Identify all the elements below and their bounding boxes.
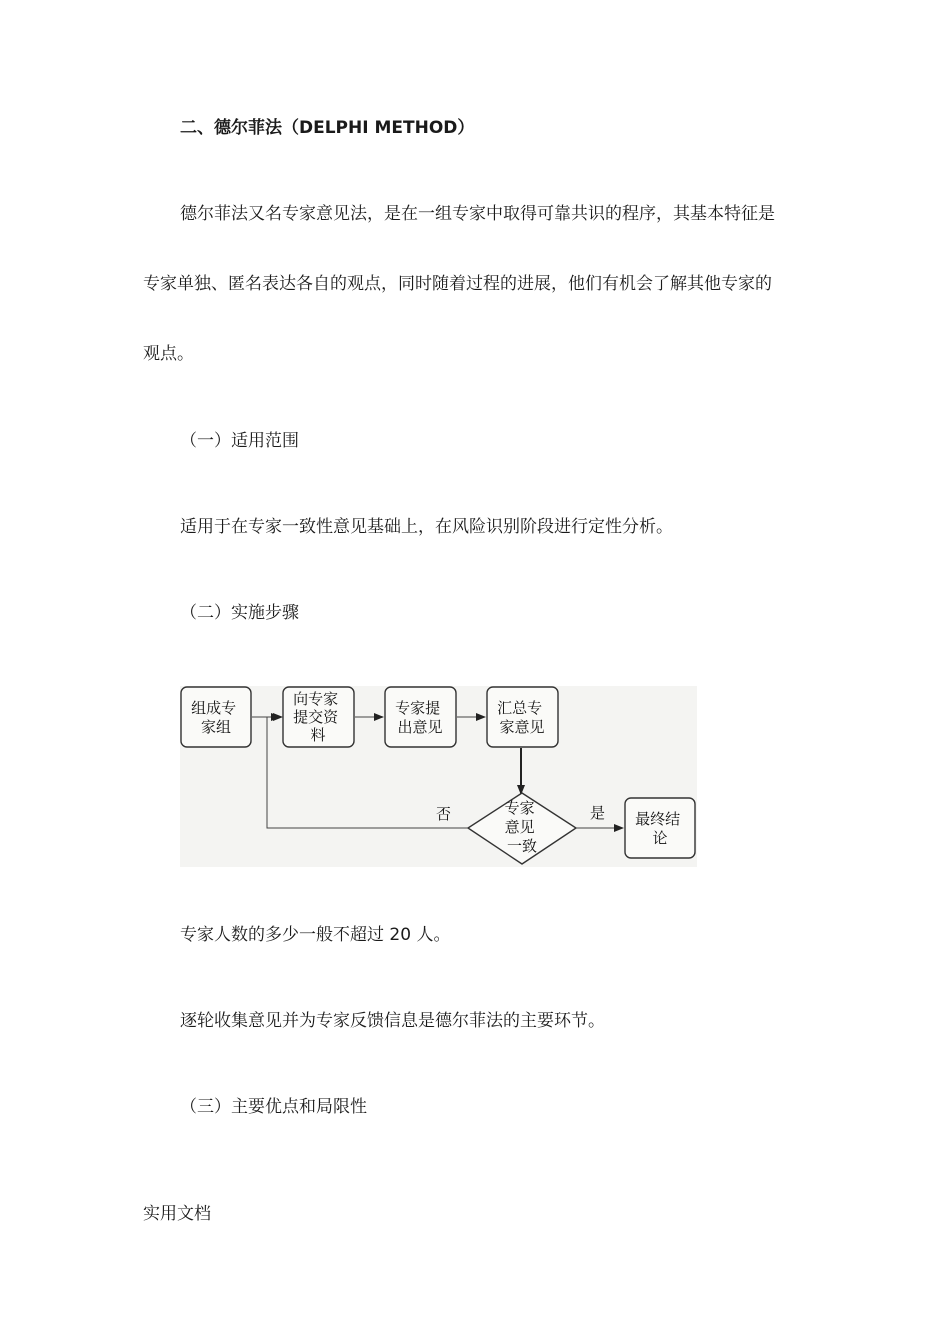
node-summary-line2: 家意见 (499, 718, 545, 736)
scope-text: 适用于在专家一致性意见基础上，在风险识别阶段进行定性分析。 (180, 517, 673, 537)
flowchart-canvas (180, 686, 697, 867)
footer-label: 实用文档 (143, 1204, 211, 1224)
node-decision-line2: 意见 (504, 818, 535, 836)
node-provide-line2: 提交资 (293, 708, 339, 726)
node-decision-consensus (468, 793, 576, 864)
section-title: 二、德尔菲法（DELPHI METHOD） (180, 118, 475, 138)
intro-line-1: 德尔菲法又名专家意见法，是在一组专家中取得可靠共识的程序，其基本特征是 (180, 204, 775, 224)
label-no: 否 (436, 805, 452, 823)
label-yes: 是 (590, 804, 606, 822)
feedback-note: 逐轮收集意见并为专家反馈信息是德尔菲法的主要环节。 (180, 1011, 605, 1031)
node-form-line2: 家组 (200, 718, 232, 736)
node-summarize-opinions (487, 687, 558, 747)
svg-text:专家 意见 一致 (505, 799, 540, 855)
subheading-steps: （二）实施步骤 (180, 603, 299, 623)
node-summary-line1: 汇总专 (497, 699, 543, 717)
intro-line-3: 观点。 (143, 344, 194, 364)
svg-text:汇总专 家意见 (497, 699, 547, 736)
delphi-flowchart (180, 686, 697, 867)
experts-count-note: 专家人数的多少一般不超过 20 人。 (180, 925, 451, 945)
node-final-conclusion (625, 798, 695, 858)
subheading-scope: （一）适用范围 (180, 431, 299, 451)
node-provide-line3: 料 (310, 726, 326, 744)
node-decision-line1: 专家 (504, 799, 535, 817)
subheading-pros-cons: （三）主要优点和局限性 (180, 1097, 367, 1117)
node-final-line2: 论 (652, 829, 668, 847)
intro-line-2: 专家单独、匿名表达各自的观点，同时随着过程的进展，他们有机会了解其他专家的 (143, 274, 772, 294)
node-form-line1: 组成专 (191, 699, 237, 717)
node-form-group (181, 687, 251, 747)
node-opinion-line1: 专家提 (395, 699, 441, 717)
node-decision-line3: 一致 (506, 837, 538, 855)
node-provide-materials (283, 687, 354, 747)
svg-text:专家提 出意见 (395, 699, 445, 736)
node-opinion-line2: 出意见 (397, 718, 443, 736)
node-provide-line1: 向专家 (293, 690, 339, 708)
node-final-line1: 最终结 (635, 810, 681, 828)
node-experts-opinion (385, 687, 456, 747)
